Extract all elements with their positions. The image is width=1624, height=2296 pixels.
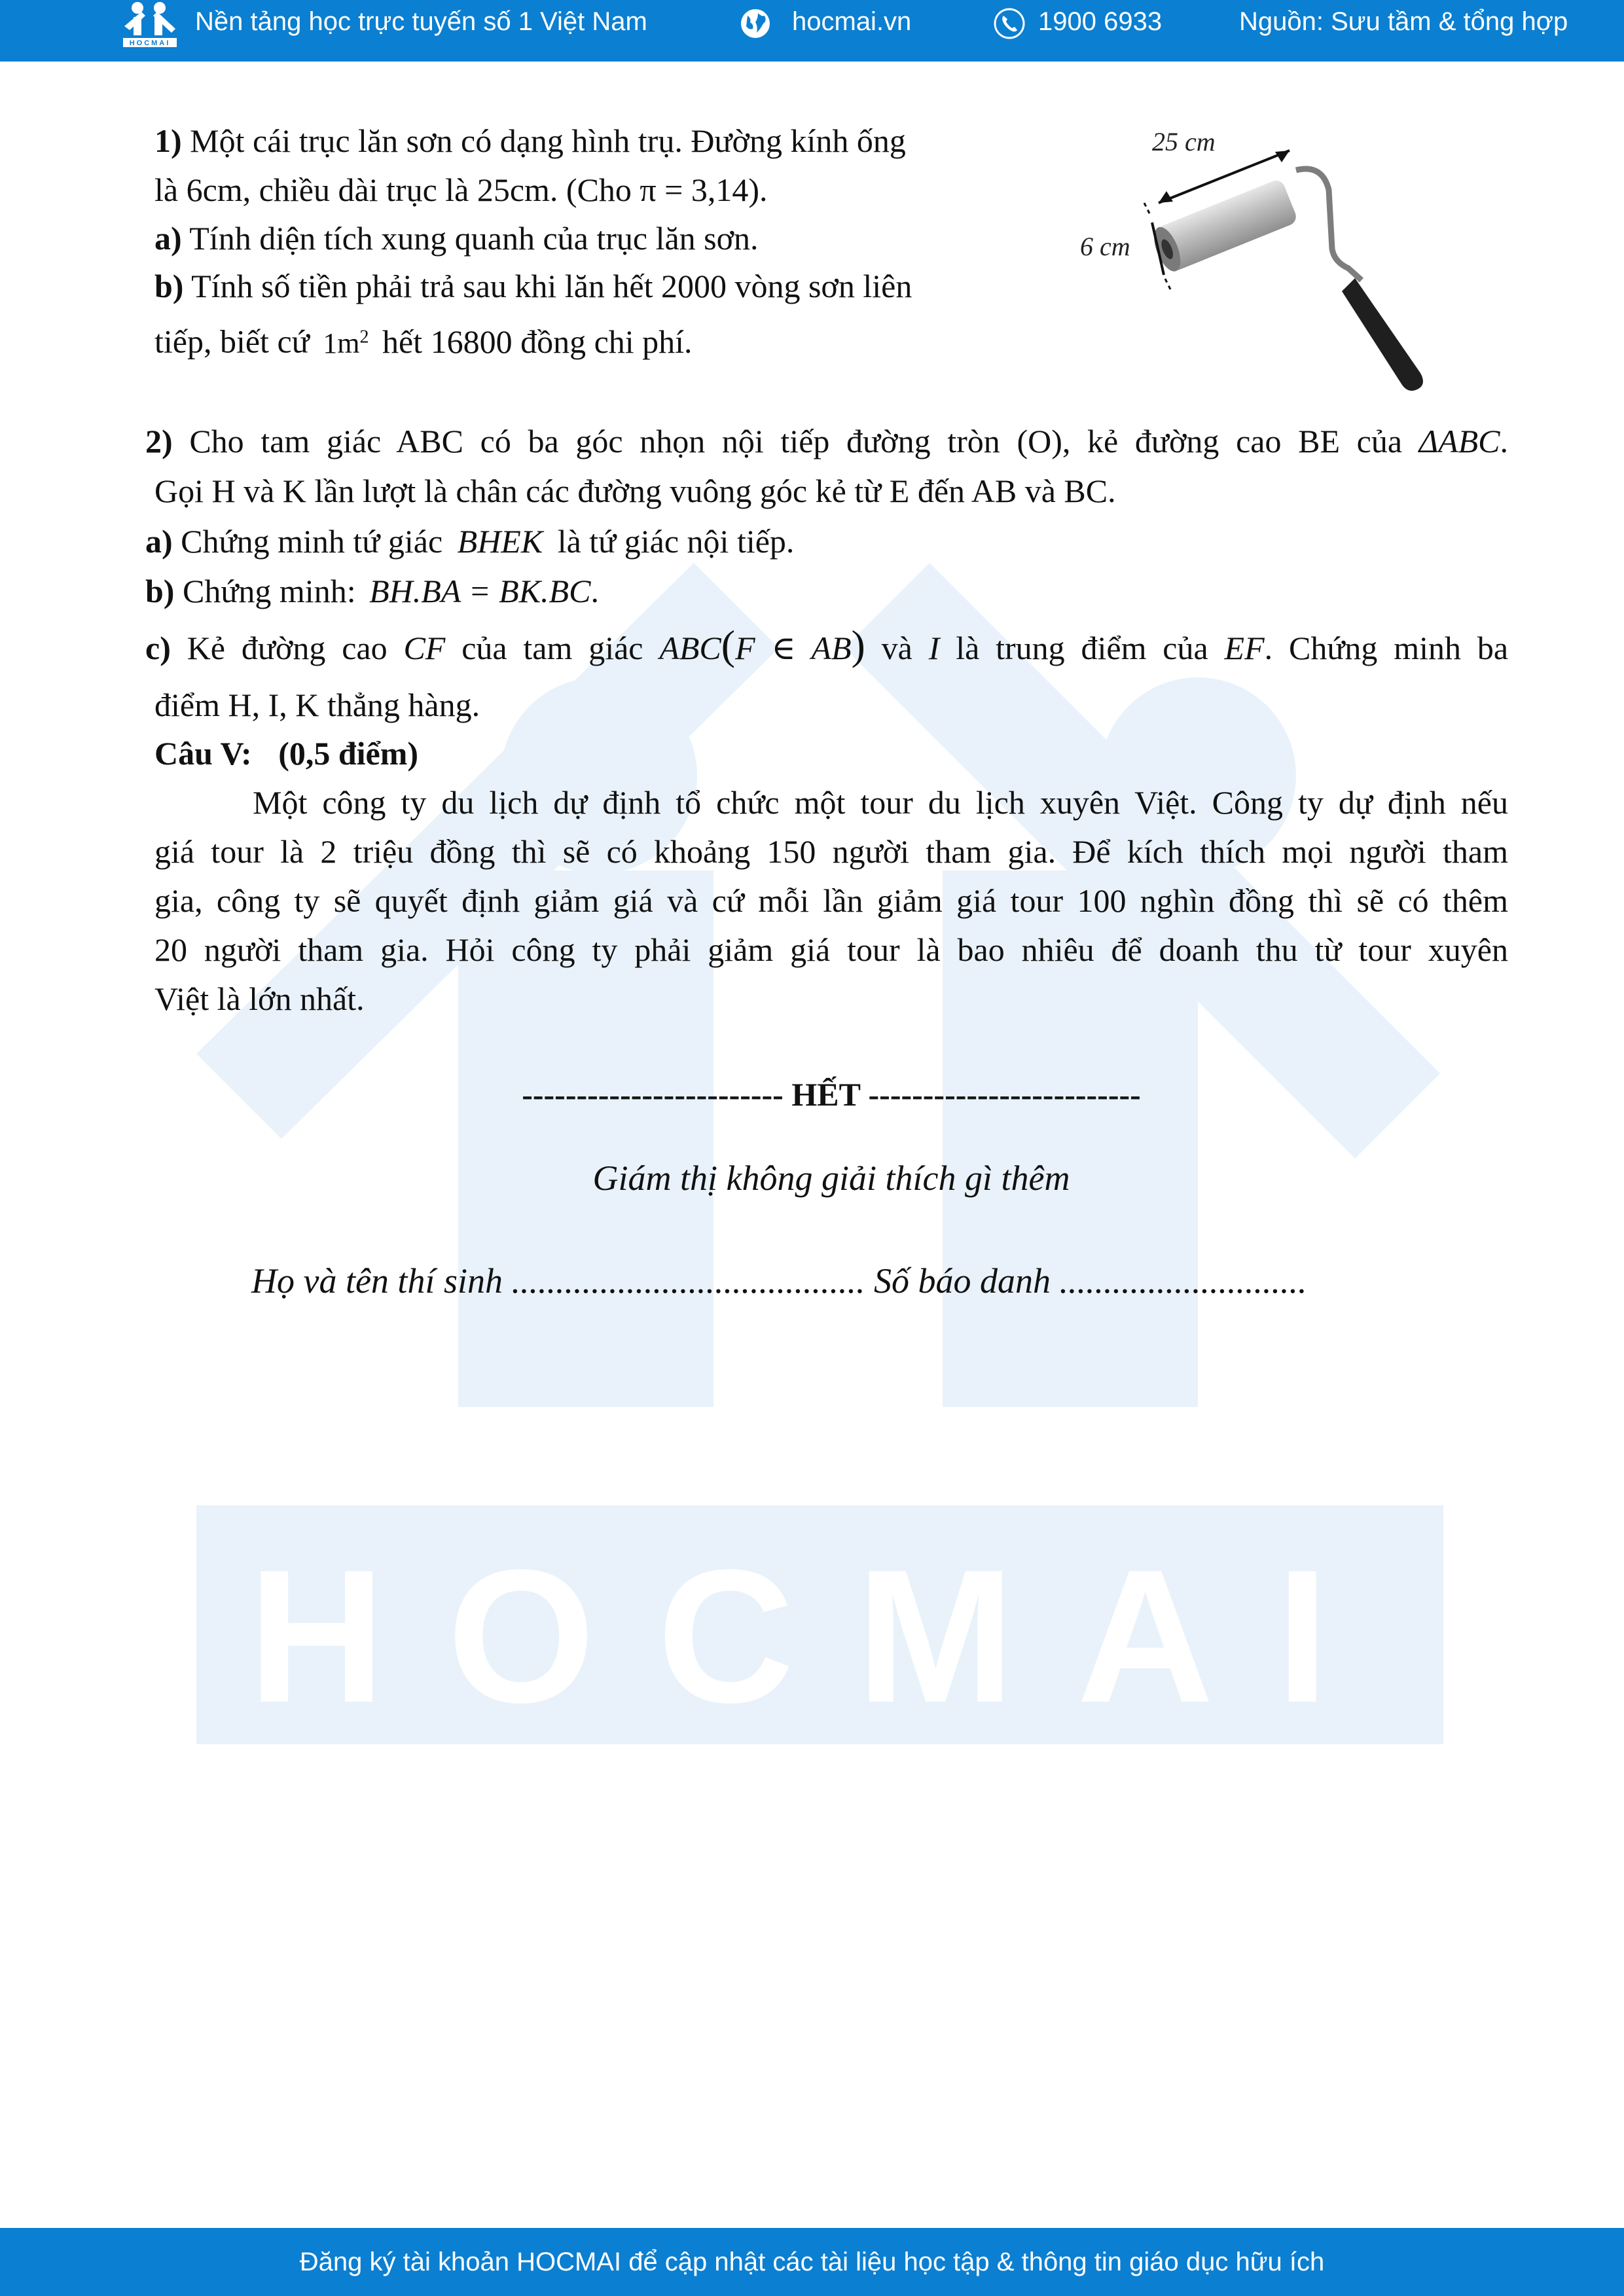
q5-last-line: Việt là lớn nhất. <box>154 980 365 1017</box>
q1b <box>154 262 912 311</box>
phone-icon <box>992 7 1026 41</box>
q1-line-2: là 6cm, chiều dài trục là 25cm. (Cho π = 3,14). <box>154 171 768 208</box>
q2-last-line: điểm H, I, K thẳng hàng. <box>154 687 480 723</box>
q2b: b) Chứng minh: BH.BA = BK.BC. <box>145 573 599 609</box>
q2c: c) Kẻ đường cao CF của tam giác ABC(F ∈ AB) và I là trung điểm của EF. Chứng minh ba <box>145 622 1509 668</box>
q5-line-2: giá tour là 2 triệu đồng thì sẽ có khoảng 150 người tham gia. Để kích thích mọi người tham <box>154 833 1508 870</box>
q1-line-5 <box>154 312 693 368</box>
q1-line-5-post: hết 16800 đồng chi phí. <box>382 323 693 360</box>
proctor-note: Giám thị không giải thích gì thêm <box>592 1158 1070 1198</box>
q1b-text: Tính số tiền phải trả sau khi lăn hết 2000 vòng sơn liên <box>191 268 912 304</box>
f-in-ab-math: F ∈ AB <box>735 630 852 666</box>
globe-icon <box>738 7 772 41</box>
q1-text-1: Một cái trục lăn sơn có dạng hình trụ. Đường kính ống <box>190 122 906 159</box>
q2a: a) Chứng minh tứ giác BHEK là tứ giác nội tiếp. <box>145 523 795 560</box>
q5-line-3: gia, công ty sẽ quyết định giảm giá và cứ mỗi lần giảm giá tour 100 nghìn đồng thì sẽ có thêm <box>154 882 1508 919</box>
cf-math: CF <box>403 630 446 666</box>
triangle-abc-math: ΔABC <box>1418 423 1500 459</box>
q1a-text: Tính diện tích xung quanh của trục lăn sơn. <box>189 220 759 257</box>
abc-math: ABC <box>659 630 721 666</box>
candidate-info-line: Họ và tên thí sinh ........................................ Số báo danh ............................ <box>251 1261 1307 1300</box>
q2-number: 2) <box>145 423 173 459</box>
q1a-label: a) <box>154 220 182 257</box>
ef-math: EF <box>1224 630 1265 666</box>
top-banner <box>0 0 1624 62</box>
site-tagline: Nền tảng học trực tuyến số 1 Việt Nam <box>195 7 647 36</box>
roller-frame <box>1296 169 1362 280</box>
end-marker: ------------------------ HẾT ------------------------- <box>522 1076 1141 1113</box>
q5-line-1: Một công ty du lịch dự định tổ chức một tour du lịch xuyên Việt. Công ty dự định nếu <box>253 784 1508 821</box>
paint-roller-figure <box>1074 124 1440 399</box>
length-label: 25 cm <box>1152 127 1216 156</box>
q5-points: (0,5 điểm) <box>278 735 419 772</box>
q1-line-1 <box>154 117 906 166</box>
bhek-math: BHEK <box>457 523 543 560</box>
hocmai-logo-icon <box>122 0 178 48</box>
product-equation-math: BH.BA = BK.BC <box>369 573 591 609</box>
unit-m2: $1m^2$ <box>323 327 369 359</box>
q1-number: 1) <box>154 122 182 159</box>
source-note: Nguồn: Sưu tầm & tổng hợp <box>1239 7 1568 36</box>
footer-text: Đăng ký tài khoản HOCMAI để cập nhật các tài liệu học tập & thông tin giáo dục hữu ích <box>299 2248 1325 2276</box>
svg-text:HOCMAI: HOCMAI <box>129 39 171 47</box>
hotline-number[interactable]: 1900 6933 <box>1038 7 1163 36</box>
website-link[interactable]: hocmai.vn <box>792 7 912 36</box>
q2-line-1: 2) Cho tam giác ABC có ba góc nhọn nội tiếp đường tròn (O), kẻ đường cao BE của ΔABC. <box>145 423 1509 459</box>
q5-heading <box>154 729 418 778</box>
q5-line-4: 20 người tham gia. Hỏi công ty phải giảm giá tour là bao nhiêu để doanh thu từ tour xuyên <box>154 931 1508 968</box>
q1b-label: b) <box>154 268 184 304</box>
q1-line-5-pre: tiếp, biết cứ <box>154 323 310 360</box>
watermark-text: HOCMAI <box>247 1530 1392 1742</box>
diameter-label: 6 cm <box>1080 232 1130 261</box>
q2-line-2: Gọi H và K lần lượt là chân các đường vuông góc kẻ từ E đến AB và BC. <box>154 473 1116 509</box>
q5-title: Câu V: <box>154 735 252 772</box>
roller-handle <box>1342 278 1423 391</box>
q1a <box>154 214 759 263</box>
i-math: I <box>928 630 940 666</box>
footer-banner <box>0 2228 1624 2296</box>
